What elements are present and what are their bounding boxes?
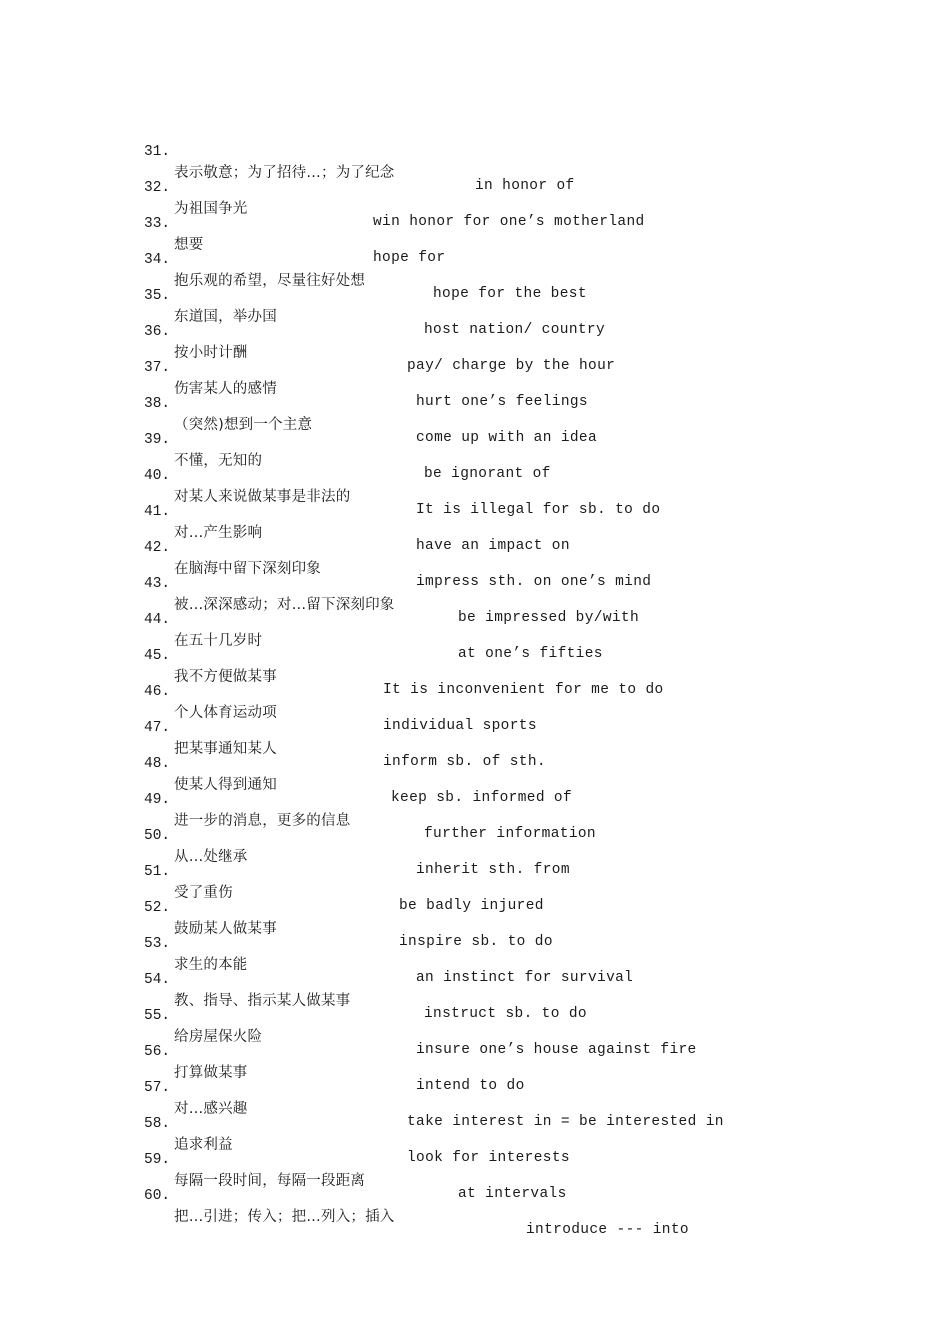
chinese-phrase: 追求利益: [174, 1137, 233, 1153]
item-number: 40.: [144, 468, 171, 484]
english-phrase: at one’s fifties: [458, 646, 603, 662]
item-number: 43.: [144, 576, 171, 592]
english-phrase: It is inconvenient for me to do: [383, 682, 664, 698]
chinese-phrase: 东道国，举办国: [174, 309, 277, 325]
item-number: 54.: [144, 972, 171, 988]
chinese-phrase: 每隔一段时间，每隔一段距离: [174, 1173, 366, 1189]
item-number: 55.: [144, 1008, 171, 1024]
chinese-phrase: 对某人来说做某事是非法的: [174, 489, 351, 505]
chinese-phrase: 教、指导、指示某人做某事: [174, 993, 351, 1009]
english-phrase: intend to do: [416, 1078, 525, 1094]
item-number: 39.: [144, 432, 171, 448]
english-phrase: impress sth. on one’s mind: [416, 574, 652, 590]
english-phrase: have an impact on: [416, 538, 570, 554]
chinese-phrase: 对…产生影响: [174, 525, 263, 541]
item-number: 42.: [144, 540, 171, 556]
english-phrase: inform sb. of sth.: [383, 754, 546, 770]
english-phrase: insure one’s house against fire: [416, 1042, 697, 1058]
chinese-phrase: 从…处继承: [174, 849, 248, 865]
item-number: 50.: [144, 828, 171, 844]
english-phrase: come up with an idea: [416, 430, 598, 446]
item-number: 46.: [144, 684, 171, 700]
item-number: 44.: [144, 612, 171, 628]
english-phrase: It is illegal for sb. to do: [416, 502, 661, 518]
chinese-phrase: 对…感兴趣: [174, 1101, 248, 1117]
chinese-phrase: 打算做某事: [174, 1065, 248, 1081]
item-number: 38.: [144, 396, 171, 412]
english-phrase: look for interests: [407, 1150, 570, 1166]
item-number: 48.: [144, 756, 171, 772]
item-number: 51.: [144, 864, 171, 880]
item-number: 58.: [144, 1116, 171, 1132]
chinese-phrase: 给房屋保火险: [174, 1029, 263, 1045]
item-number: 35.: [144, 288, 171, 304]
english-phrase: inspire sb. to do: [399, 934, 553, 950]
item-number: 47.: [144, 720, 171, 736]
chinese-phrase: 把…引进；传入；把…列入；插入: [174, 1209, 395, 1225]
english-phrase: inherit sth. from: [416, 862, 570, 878]
chinese-phrase: 抱乐观的希望，尽量往好处想: [174, 273, 366, 289]
item-number: 59.: [144, 1152, 171, 1168]
english-phrase: take interest in = be interested in: [407, 1114, 724, 1130]
chinese-phrase: 鼓励某人做某事: [174, 921, 277, 937]
english-phrase: at intervals: [458, 1186, 567, 1202]
english-phrase: be ignorant of: [424, 466, 551, 482]
chinese-phrase: （突然)想到一个主意: [174, 417, 313, 433]
chinese-phrase: 进一步的消息，更多的信息: [174, 813, 351, 829]
chinese-phrase: 表示敬意；为了招待…；为了纪念: [174, 165, 395, 181]
english-phrase: in honor of: [475, 178, 575, 194]
chinese-phrase: 想要: [174, 237, 204, 253]
item-number: 34.: [144, 252, 171, 268]
english-phrase: win honor for one’s motherland: [373, 214, 645, 230]
english-phrase: pay/ charge by the hour: [407, 358, 616, 374]
item-number: 52.: [144, 900, 171, 916]
english-phrase: instruct sb. to do: [424, 1006, 587, 1022]
chinese-phrase: 在脑海中留下深刻印象: [174, 561, 321, 577]
english-phrase: keep sb. informed of: [391, 790, 573, 806]
chinese-phrase: 按小时计酬: [174, 345, 248, 361]
chinese-phrase: 我不方便做某事: [174, 669, 277, 685]
chinese-phrase: 个人体育运动项: [174, 705, 277, 721]
chinese-phrase: 求生的本能: [174, 957, 248, 973]
item-number: 31.: [144, 144, 171, 160]
chinese-phrase: 不懂，无知的: [174, 453, 263, 469]
english-phrase: an instinct for survival: [416, 970, 634, 986]
english-phrase: be badly injured: [399, 898, 544, 914]
item-number: 56.: [144, 1044, 171, 1060]
english-phrase: be impressed by/with: [458, 610, 640, 626]
english-phrase: hope for the best: [433, 286, 587, 302]
chinese-phrase: 为祖国争光: [174, 201, 248, 217]
item-number: 45.: [144, 648, 171, 664]
item-number: 37.: [144, 360, 171, 376]
chinese-phrase: 把某事通知某人: [174, 741, 277, 757]
item-number: 41.: [144, 504, 171, 520]
english-phrase: hope for: [373, 250, 446, 266]
english-phrase: hurt one’s feelings: [416, 394, 588, 410]
chinese-phrase: 被…深深感动；对…留下深刻印象: [174, 597, 395, 613]
list-item: [0, 1171, 950, 1238]
item-number: 49.: [144, 792, 171, 808]
item-number: 60.: [144, 1188, 171, 1204]
item-number: 33.: [144, 216, 171, 232]
english-phrase: host nation/ country: [424, 322, 606, 338]
item-number: 32.: [144, 180, 171, 196]
item-number: 57.: [144, 1080, 171, 1096]
english-phrase: individual sports: [383, 718, 537, 734]
item-number: 53.: [144, 936, 171, 952]
english-phrase: introduce --- into: [526, 1222, 689, 1238]
chinese-phrase: 受了重伤: [174, 885, 233, 901]
item-number: 36.: [144, 324, 171, 340]
english-phrase: further information: [424, 826, 596, 842]
chinese-phrase: 在五十几岁时: [174, 633, 263, 649]
chinese-phrase: 伤害某人的感情: [174, 381, 277, 397]
chinese-phrase: 使某人得到通知: [174, 777, 277, 793]
